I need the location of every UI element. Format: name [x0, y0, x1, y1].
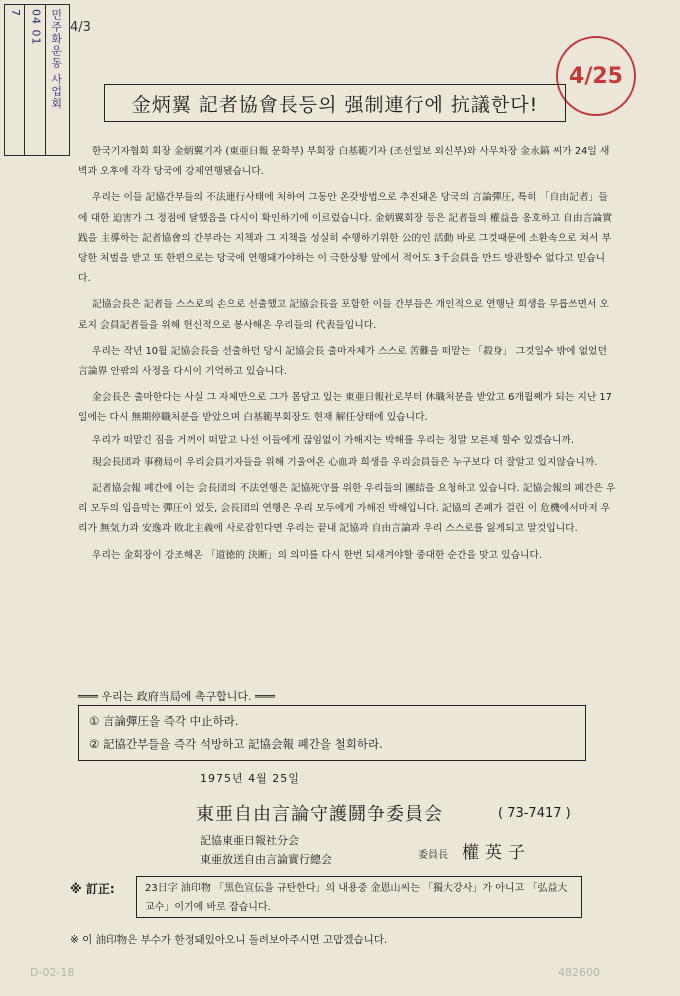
- demand-heading: ═══ 우리는 政府当局에 촉구합니다. ═══: [78, 690, 275, 703]
- correction-label: ※ 訂正:: [70, 882, 115, 896]
- body-text: [78, 142, 616, 572]
- issue-date: 1975년 4월 25일: [200, 772, 300, 785]
- organization-branch-1: 記協東亜日報社分会: [200, 834, 299, 847]
- footnote: ※ 이 油印物은 부수가 한정돼있아오니 돌려보아주시면 고맙겠습니다.: [70, 934, 388, 946]
- stamp-text-3: 민주화운동 사업회: [49, 9, 63, 110]
- paragraph-6: 우리가 떠맡긴 짐을 거꺼이 떠맡고 나선 이들에게 끊임없이 가해지는 박해를 우리는 정말 모른채 할수 있겠습니까.: [92, 434, 575, 446]
- paragraph-8: 記者協会報 폐간에 이는 会長団의 不法연행은 記協死守를 위한 우리들의 團結을 요청하고 있습니다. 記協会報의 폐간은 우리 모두의 입을막는 彈圧이 었듯, 会長団의 연행은 우리 모두에게 가해진 박해입니다. 記協의 존폐가 걸린 이 危機에서마저 우리가 無気力과 安逸과 敗北主義에 사로잡힌다면 우리는 끝내 記協과 自由言論과 우리 스스로를 잃게되고 말것입니다.: [78, 483, 616, 535]
- stamp-text-2: 04 01: [29, 9, 43, 46]
- page-tag: 4/3: [70, 20, 91, 35]
- chair-name: 權英子: [462, 843, 531, 863]
- demand-item-1: ① 言論彈圧을 즉각 中止하라.: [89, 714, 239, 728]
- paragraph-3: 記協会長은 記者들 스스로의 손으로 선출했고 記協会長을 포함한 이들 간부들은 개인적으로 연행난 희생을 무릅쓰면서 오로지 会員記者들을 위해 헌신적으로 봉사해온 우리들의 代表들입니다.: [78, 299, 610, 331]
- stamp-column-3: [46, 5, 69, 155]
- stamp-column-2: [25, 5, 45, 155]
- chair-label: 委員長: [418, 850, 448, 861]
- pencil-mark-right: 482600: [558, 966, 600, 979]
- organization-phone: ( 73-7417 ): [498, 806, 571, 821]
- archive-stamp: [4, 4, 70, 156]
- demand-box: [78, 705, 586, 761]
- demand-item-2: ② 記協간부들을 즉각 석방하고 記協会報 폐간을 철회하라.: [89, 737, 383, 751]
- paragraph-2: 우리는 이들 記協간부들의 不法連行사태에 처하여 그동안 온갖방법으로 추진돼온 당국의 言論彈圧, 특히 「自由記者」들에 대한 迫害가 그 정점에 달했음을 다시이 확인하기에 이르렀습니다. 金炳翼회장 등은 記者들의 權益을 옹호하고 自由言論實践을 主導하는 記者協會의 간부라는 지책과 그 지책을 성실히 수행하기위한 公的인 活動 바로 그것때문에 소환속으로 쳐서 부당한 처벌을 받고 또 한편으로는 당국에 연행돼가야하는 이 극한상황 앞에서 적어도 3千会員을 만드 방관할수 없다고 믿습니다.: [78, 192, 613, 285]
- pencil-mark-left: D-02-18: [30, 966, 75, 979]
- stamp-column-1: [5, 5, 25, 155]
- document-title: 金炳翼 記者協會長등의 强制連行에 抗議한다!: [104, 84, 566, 122]
- organization-name: 東亜自由言論守護鬪争委員会: [196, 804, 443, 825]
- paragraph-9: 우리는 金회장이 강조해온 「道徳的 決断」의 의미를 다시 한번 되새겨야할 중대한 순간을 맞고 있습니다.: [92, 549, 543, 561]
- paragraph-5: 金会長은 출마한다는 사실 그 자체만으로 그가 몸담고 있는 東亜日報社로부터 休職처분을 받았고 6개월째가 되는 지난 17일에는 다시 無期停職처분을 받았으며 白基範부회장도 현재 解任상태에 있습니다.: [78, 392, 612, 424]
- paragraph-4: 우리는 작년 10월 記協会長을 선출하던 당시 記協会長 출마자체가 스스로 苦難을 떠맡는 「殺身」 그것일수 밖에 없었던 言論界 안팎의 사정을 다시이 기억하고 있습니다.: [78, 345, 607, 378]
- organization-branch-2: 東亜放送自由言論實行總会: [200, 853, 332, 866]
- paragraph-7: 現会長団과 事務局이 우리会員기자들을 위해 기울여온 心血과 희생을 우리会員들은 누구보다 더 잘알고 있지않습니까.: [92, 456, 598, 468]
- date-circle-stamp: 4/25: [556, 36, 636, 116]
- paragraph-1: 한국기자협회 회장 金炳翼기자 (東亜日報 문화부) 부회장 白基範기자 (조선일보 외신부)와 사무차장 金永鎬 씨가 24일 새벽과 오후에 각각 당국에 강제연행됐습니다.: [78, 146, 610, 178]
- correction-box: 23日字 油印物 「黒色宣伝을 규탄한다」의 내용중 金恩山씨는 「獨大강사」가 아니고 「弘益大 교수」이기에 바로 잡습니다.: [136, 876, 582, 918]
- stamp-text-1: 7: [9, 9, 22, 17]
